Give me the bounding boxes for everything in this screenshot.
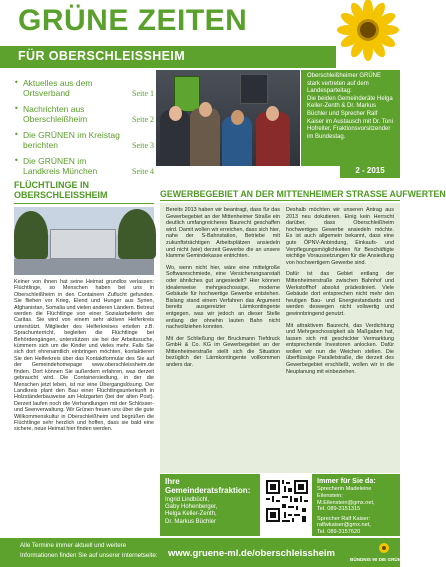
footer bbox=[0, 538, 408, 567]
paragraph: Wo, wenn nicht hier, wäre eine mittelgroße Softwareschmiede, eine Versicherungsanstalt oder ähnliches gut angesiedelt? Hier können idealerweise mehrgeschossige, moderne Gebäude für hochwertige Gewerbe entstehen. Bislang stand einem Verfahren das Argument bereits ausgereizter Lärmkontingente entgegen, was wir jedoch an dieser Stelle entlang der ohnehin lauten Bahn nicht nachvollziehen konnten. bbox=[166, 264, 280, 331]
commercial-area-heading: GEWERBEGEBIET AN DER MITTENHEIMER STRASSE AUFWERTEN bbox=[160, 189, 446, 199]
svg-text:BÜNDNIS 90 DIE GRÜNEN: BÜNDNIS 90 DIE GRÜNEN bbox=[350, 557, 408, 562]
caption-body: Die beiden Gemeinderäte Helga Keller-Zenth & Dr. Markus Büchler und Sprecher Ralf Kaiser im Austausch mit Dr. Toni Hofreiter, Fraktionsvorsitzender im Bundestag. bbox=[307, 95, 393, 140]
paragraph: Mit der Schließung der Bruckmann Tiefdruck GmbH & Co. KG im Gewerbegebiet an der Mittenheimerstraße stellt sich die Situation bezüglich der Lärmkontingente vollkommen anders dar. bbox=[166, 335, 280, 369]
divider bbox=[160, 200, 400, 201]
toc-item-text: Aktuelles aus dem Ortsverband bbox=[23, 78, 93, 98]
toc-item-text: Die GRÜNEN im Kreistag berichten bbox=[23, 130, 120, 150]
article-column-2 bbox=[286, 207, 394, 380]
party-logo bbox=[348, 540, 408, 565]
website-link[interactable]: www.gruene-ml.de/oberschleissheim bbox=[168, 548, 336, 559]
toc-item-text: Die GRÜNEN im Landkreis München bbox=[23, 156, 98, 176]
phone-number: Tel. 089-3151315 bbox=[317, 506, 361, 513]
member-name: Ingrid Lindbüchl, bbox=[165, 497, 210, 503]
issue-number: 2 - 2015 bbox=[340, 164, 400, 178]
group-photo bbox=[156, 70, 300, 166]
toc-item-page: Seite 3 bbox=[132, 141, 154, 150]
table-of-contents bbox=[14, 78, 154, 182]
paragraph: Dafür ist das Gebiet entlang der Mittenheimerstraße zwischen Bahnhof und Werkstoffhof absolut prädestiniert. Viele Gebäude dort entsprechen nicht mehr den heutigen Bau- und Energiestandards und werden deswegen nicht vollwertig und gewinnbringend genutzt. bbox=[286, 271, 394, 317]
email-link[interactable]: ralfwkaiser@gmx.net, bbox=[317, 522, 371, 529]
toc-item-page: Seite 1 bbox=[132, 89, 154, 98]
toc-item bbox=[14, 104, 154, 124]
footer-line-1: Alle Termine immer aktuell und weitere bbox=[20, 542, 127, 549]
bullet-icon: • bbox=[14, 130, 19, 139]
toc-item-page: Seite 2 bbox=[132, 115, 154, 124]
caption-intro: Oberschleißheimer GRÜNE stark vertreten auf dem Landesparteitag: bbox=[307, 73, 382, 95]
spokesperson-contacts bbox=[317, 486, 395, 535]
paragraph: Deshalb möchten wir unseren Antrag aus 2013 neu dokutieren. Einig kein Herrscht darüber, dass Oberschleißheim hochwertiges Gewerbe ansiedeln möchte. Es ist auch allgemein bekannt, dass eine gute ÖPNV-Anbindung, Einkaufs- und Verpflegungsmöglichkeiten für Beschäftigte wichtige Voraussetzungen für die Ansiedlung von hochwertigem Gewerbe sind. bbox=[286, 207, 394, 266]
sunflower-icon bbox=[330, 0, 400, 66]
member-name: Gaby Hohenberger, bbox=[165, 504, 218, 511]
member-name: Helga Keller-Zenth, bbox=[165, 511, 217, 518]
masthead bbox=[0, 0, 400, 70]
contact-line: Sprecherin Madeleine Eilenstein: bbox=[317, 486, 372, 499]
photo-caption-box bbox=[301, 70, 400, 166]
faction-members bbox=[165, 497, 255, 526]
toc-item bbox=[14, 156, 154, 176]
toc-item-text: Nachrichten aus Oberschleißheim bbox=[23, 104, 88, 124]
qr-code[interactable] bbox=[264, 478, 310, 524]
container-settlement-photo bbox=[14, 207, 154, 275]
newsletter-subtitle: FÜR OBERSCHLEISSHEIM bbox=[18, 49, 186, 63]
council-faction-box bbox=[160, 474, 260, 536]
toc-item bbox=[14, 78, 154, 98]
email-link[interactable]: M.Eilenstein@gmx.net, bbox=[317, 499, 375, 506]
footer-line-2: Informationen finden Sie auf unserer Internetseite: bbox=[20, 552, 158, 559]
refugee-article-heading: FLÜCHTLINGE IN OBERSCHLEISSHEIM bbox=[14, 180, 108, 200]
bullet-icon: • bbox=[14, 78, 19, 87]
paragraph: Bereits 2013 haben wir beantragt, dass für das Gewerbegebiet an der Mittenheimer Straße ein deutlich umfangreicheres Baurecht geschaffen wird. Damit wollen wir erreichen, dass sich hier, nahe der S-Bahnstation, Betriebe mit zukunftsträchtigen Arbeitsplätzen ansiedeln und nicht (wie) derzeit Gewerbe die an unsere klamme Gemindekasse entrichten. bbox=[166, 207, 280, 260]
bullet-icon: • bbox=[14, 104, 19, 113]
divider bbox=[14, 203, 154, 204]
bullet-icon: • bbox=[14, 156, 19, 165]
toc-item bbox=[14, 130, 154, 150]
member-name: Dr. Markus Büchler bbox=[165, 518, 217, 525]
toc-item-page: Seite 4 bbox=[132, 167, 154, 176]
info-title: Immer für Sie da: bbox=[317, 476, 376, 485]
contact-line: Sprecher Ralf Kaiser: bbox=[317, 515, 371, 522]
wall-poster bbox=[240, 74, 268, 104]
article-column-1 bbox=[166, 207, 280, 374]
refugee-article-body: Keiner von ihnen hat seine Heimat grundlos verlassen: Flüchtlinge, so Menschen haben bei uns in Oberschleißheim in den Containern Zuflucht gefunden. Sie fliehen vor Krieg, Elend und Hunger aus Syrien, Afghanistan, Somalia und vielen anderen Ländern. Betreut werden die Flüchtlinge von einer Sozialarbeiterin der Caritas. Sie wird von einem sehr aktiven Helferkreis unterstützt. Mitglieder des Helferkreises erteilen z.B. Sprachunterricht, begleiten die Flüchtlinge bei Behördengängen, unterstützen sie bei der Arbeitssuche, kümmern sich um die Kinder und vieles mehr. Falls Sie sich dort ehrenamtlich einbringen möchten, kontaktieren Sie den Helferkreis über das Kontaktformular des Sie auf der Gemeindehomepage www.oberschleissheim.de finden. Dort können Sie außerdem erfahren, was derzeit gebraucht wird. Die Containersiedlung, in der die Menschen jetzt leben, ist nur eine Übergangslösung. Der Landkreis plant den Bau einer Flüchtlingsunterkunft in Holzständerbauweise am Holzgarten (bei der alten Post). Derzeit laufen noch die Verhandlungen mit der Schlösser- und Seenverwaltung. Wir Grünen freuen uns über die gute Willkommenskultur in Oberschleißheim und begrüßen die Flüchtlinge sehr herzlich und hoffen, dass sie bald eine sichere, neue Heimat hier finden werden. bbox=[14, 279, 154, 433]
newsletter-title: GRÜNE ZEITEN bbox=[18, 4, 248, 37]
spokesperson-box bbox=[312, 474, 400, 536]
phone-number: Tel. 089-3157620 bbox=[317, 528, 361, 535]
paragraph: Mit attraktivem Baurecht, das Verdichtung und Mehrgeschossigkeit als Maßgaben hat, lassen sich mit geschickter Vermarktung entsprechende Investoren anlocken. Dafür wollen wir nun die Weichen stellen. Die überflüssige Parallelstraße, die derzeit des Gewerbegebiet erschließt, wollen wir in die Neuplanung mit einbeziehen. bbox=[286, 322, 394, 375]
faction-title: Ihre Gemeinderatsfraktion: bbox=[165, 477, 251, 495]
